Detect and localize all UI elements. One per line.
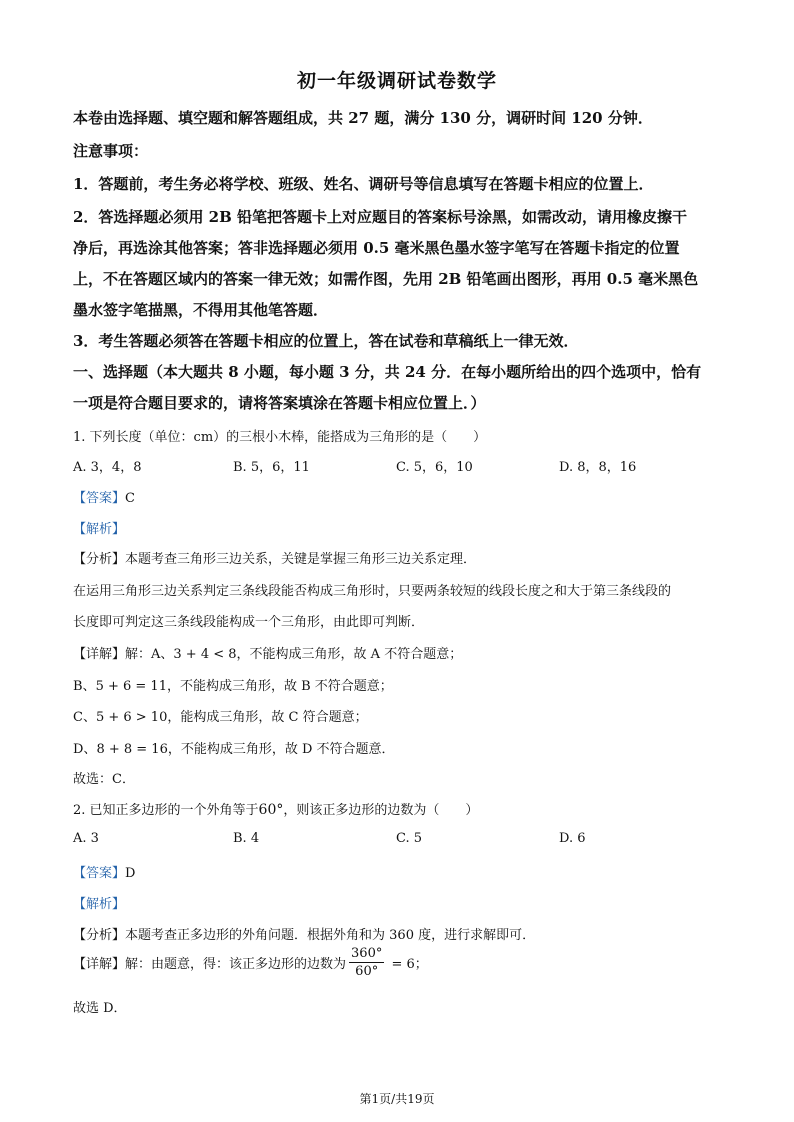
analysis-label: 【分析】	[73, 552, 126, 567]
fraction-denominator: 60°	[355, 964, 379, 979]
detail-prefix: 解：A、	[125, 647, 174, 662]
analysis-tag: 【解析】	[73, 522, 126, 537]
q1-explain-1: 在运用三角形三边关系判定三条线段能否构成三角形时，只要两条较短的线段长度之和大于第三条线段的	[73, 584, 672, 599]
analysis-tag: 【解析】	[73, 897, 126, 912]
page-footer: 第1页/共19页	[359, 1092, 435, 1106]
q2-conclusion: 故选 D．	[73, 1001, 127, 1016]
note-2-cont-2: 上，不在答题区域内的答案一律无效；如需作图，先用 2B 铅笔画出图形，再用 0.5 毫米黑色	[73, 270, 699, 288]
note-2: 2．答选择题必须用 2B 铅笔把答题卡上对应题目的答案标号涂黑，如需改动，请用橡皮擦干	[73, 208, 688, 226]
q2-option-b: B. 4	[233, 831, 260, 846]
q1-explain-2: 长度即可判定这三条线段能构成一个三角形，由此即可判断．	[73, 615, 425, 630]
page-title: 初一年级调研试卷数学	[296, 70, 497, 92]
detail-suffix: ，不能构成三角形，故 A 不符合题意；	[236, 647, 463, 662]
q1-conclusion: 故选：C．	[73, 772, 135, 787]
detail-suffix: ，不能构成三角形，故 D 不符合题意．	[167, 742, 395, 757]
notice-header: 注意事项：	[73, 142, 149, 160]
section-heading: 一、选择题（本大题共 8 小题，每小题 3 分，共 24 分．在每小题所给出的四个选项中，恰有	[73, 363, 702, 381]
math-expression: 60°	[258, 802, 284, 818]
q1-detail-a	[73, 643, 734, 662]
math-expression: 8 + 8 = 16	[96, 742, 168, 757]
q1-option-d: D. 8，8，16	[559, 460, 637, 475]
note-2-cont-3: 墨水签字笔描黑，不得用其他笔答题．	[73, 301, 329, 319]
question-1-stem: 1. 下列长度（单位：cm）的三根小木棒，能搭成为三角形的是（ ）	[73, 430, 487, 445]
q2-option-c: C. 5	[396, 831, 423, 846]
intro-text: 本卷由选择题、填空题和解答题组成，共 27 题，满分 130 分，调研时间 120 分钟．	[73, 109, 653, 127]
q1-option-c: C. 5，6，10	[396, 460, 473, 475]
note-3: 3．考生答题必须答在答题卡相应的位置上，答在试卷和草稿纸上一律无效．	[73, 332, 579, 350]
q1-option-b: B. 5，6，11	[233, 460, 310, 475]
q2-detail	[73, 946, 734, 979]
note-2-cont-1: 净后，再选涂其他答案；答非选择题必须用 0.5 毫米黑色墨水签字笔写在答题卡指定的位置	[73, 239, 680, 257]
q2-analysis	[73, 924, 734, 943]
answer-tag: 【答案】	[73, 866, 126, 881]
note-1: 1．答题前，考生务必将学校、班级、姓名、调研号等信息填写在答题卡相应的位置上．	[73, 175, 654, 193]
q1-detail-d	[73, 738, 734, 757]
q2-option-a: A. 3	[73, 831, 99, 846]
q2-option-d: D. 6	[559, 831, 586, 846]
answer-value: D	[125, 866, 136, 881]
section-heading-cont: 一项是符合题目要求的，请将答案填涂在答题卡相应位置上．）	[73, 394, 486, 412]
math-expression: 3 + 4 < 8	[173, 647, 237, 662]
detail-label: 【详解】	[73, 647, 126, 662]
q1-detail-b	[73, 675, 734, 694]
answer-value: C	[125, 491, 135, 506]
question-2-stem	[73, 799, 734, 818]
q1-option-a: A. 3，4，8	[73, 460, 142, 475]
detail-suffix: = 6；	[387, 957, 428, 972]
detail-prefix: C、	[73, 710, 96, 725]
q2-analysis-tag	[73, 893, 734, 912]
detail-label: 【详解】	[73, 957, 126, 972]
fraction	[349, 946, 384, 979]
answer-tag: 【答案】	[73, 491, 126, 506]
detail-suffix: ，不能构成三角形，故 B 不符合题意；	[166, 679, 393, 694]
q1-detail-c	[73, 706, 734, 725]
math-expression: 5 + 6 = 11	[95, 679, 167, 694]
fraction-numerator: 360°	[351, 946, 383, 961]
math-expression: 5 + 6 > 10	[95, 710, 168, 725]
q1-analysis	[73, 548, 734, 567]
stem-prefix: 2. 已知正多边形的一个外角等于	[73, 803, 259, 818]
analysis-label: 【分析】	[73, 928, 126, 943]
q1-analysis-tag	[73, 518, 734, 537]
detail-prefix: D、	[73, 742, 97, 757]
analysis-text: 本题考查正多边形的外角问题．根据外角和为 360 度，进行求解即可．	[125, 928, 536, 943]
q1-answer	[73, 487, 734, 506]
detail-prefix: B、	[73, 679, 96, 694]
detail-prefix: 解：由题意，得：该正多边形的边数为	[125, 957, 347, 972]
q2-answer	[73, 862, 734, 881]
stem-suffix: ，则该正多边形的边数为（ ）	[283, 803, 479, 818]
analysis-text: 本题考查三角形三边关系，关键是掌握三角形三边关系定理．	[125, 552, 477, 567]
detail-suffix: ，能构成三角形，故 C 符合题意；	[167, 710, 368, 725]
